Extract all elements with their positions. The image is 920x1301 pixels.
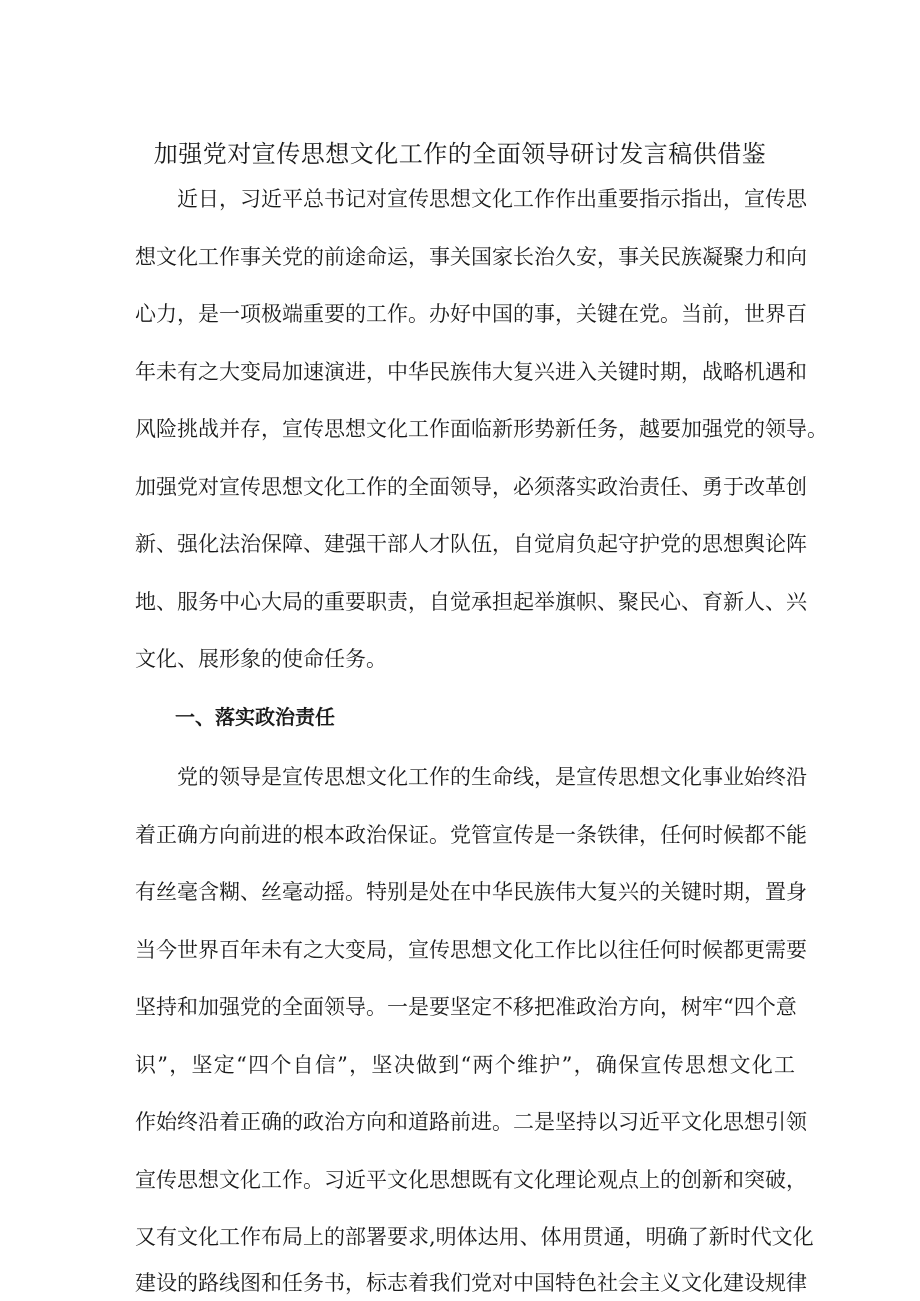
document-title: 加强党对宣传思想文化工作的全面领导研讨发言稿供借鉴 xyxy=(153,140,767,168)
intro-line-1: 近日，习近平总书记对宣传思想文化工作作出重要指示指出，宣传思 xyxy=(135,187,807,211)
intro-line-6: 加强党对宣传思想文化工作的全面领导，必须落实政治责任、勇于改革创 xyxy=(135,475,807,499)
intro-line-3: 心力，是一项极端重要的工作。办好中国的事，关键在党。当前，世界百 xyxy=(135,302,807,326)
section-line-7: 作始终沿着正确的政治方向和道路前进。二是坚持以习近平文化思想引领 xyxy=(135,1110,807,1134)
section-line-1: 党的领导是宣传思想文化工作的生命线，是宣传思想文化事业始终沿 xyxy=(135,765,807,789)
section-heading: 一、落实政治责任 xyxy=(135,705,335,729)
section-line-6: 识”，坚定“四个自信”，坚决做到“两个维护”，确保宣传思想文化工 xyxy=(135,1053,795,1077)
intro-line-9: 文化、展形象的使命任务。 xyxy=(135,647,387,671)
section-line-9: 又有文化工作布局上的部署要求,明体达用、体用贯通，明确了新时代文化 xyxy=(135,1225,814,1249)
section-line-2: 着正确方向前进的根本政治保证。党管宣传是一条铁律，任何时候都不能 xyxy=(135,823,807,847)
section-line-10: 建设的路线图和任务书，标志着我们党对中国特色社会主义文化建设规律 xyxy=(135,1271,807,1295)
intro-line-7: 新、强化法治保障、建强干部人才队伍，自觉肩负起守护党的思想舆论阵 xyxy=(135,532,807,556)
section-line-5: 坚持和加强党的全面领导。一是要坚定不移把准政治方向，树牢“四个意 xyxy=(135,995,797,1019)
intro-line-2: 想文化工作事关党的前途命运，事关国家长治久安，事关民族凝聚力和向 xyxy=(135,245,807,269)
section-line-4: 当今世界百年未有之大变局，宣传思想文化工作比以往任何时候都更需要 xyxy=(135,938,807,962)
intro-line-4: 年未有之大变局加速演进，中华民族伟大复兴进入关键时期，战略机遇和 xyxy=(135,360,807,384)
section-line-3: 有丝毫含糊、丝毫动摇。特别是处在中华民族伟大复兴的关键时期，置身 xyxy=(135,880,807,904)
section-line-8: 宣传思想文化工作。习近平文化思想既有文化理论观点上的创新和突破， xyxy=(135,1168,807,1192)
intro-line-8: 地、服务中心大局的重要职责，自觉承担起举旗帜、聚民心、育新人、兴 xyxy=(135,590,807,614)
intro-line-5: 风险挑战并存，宣传思想文化工作面临新形势新任务，越要加强党的领导。 xyxy=(135,417,828,441)
